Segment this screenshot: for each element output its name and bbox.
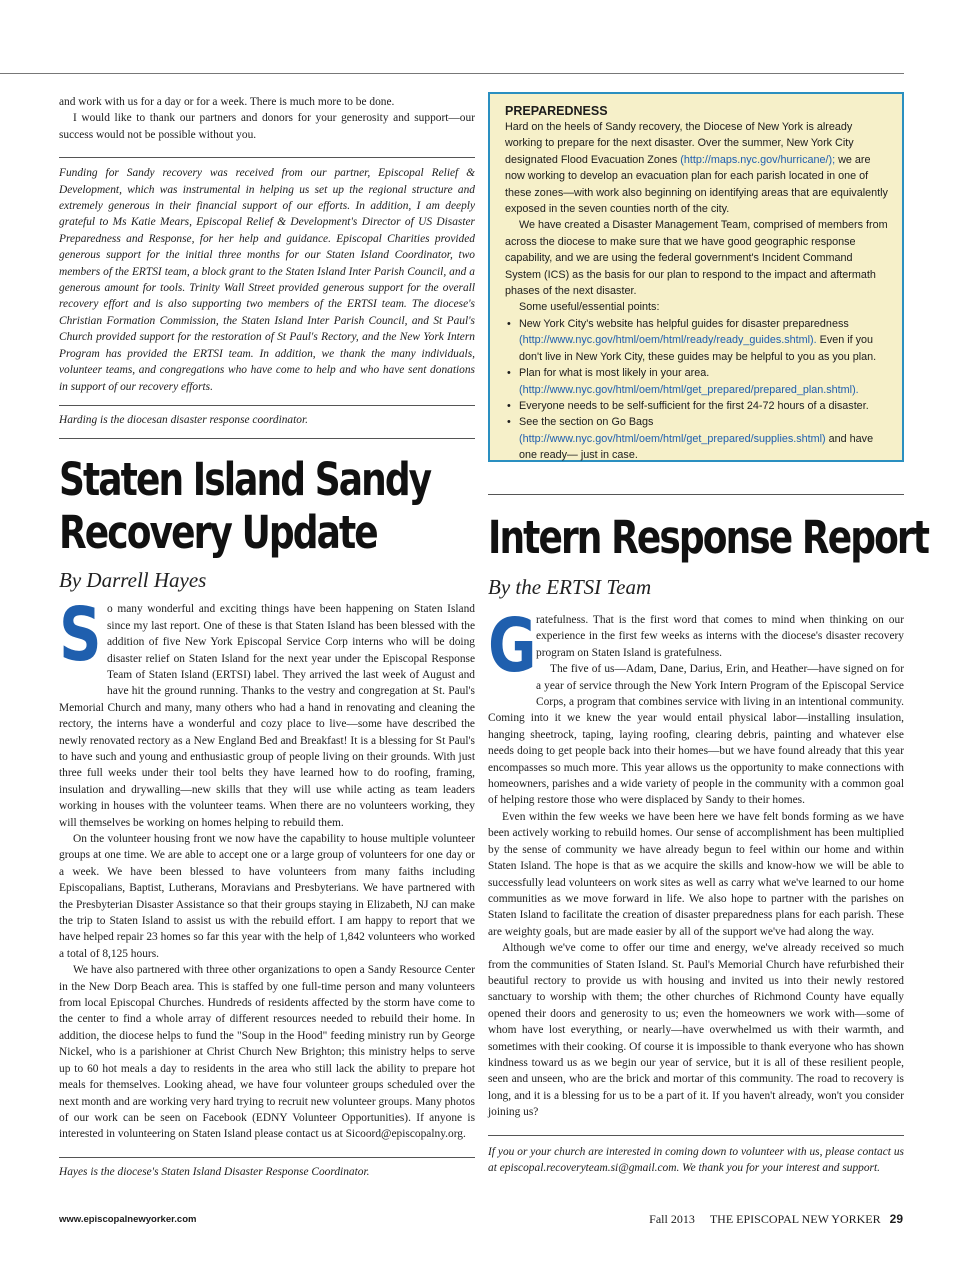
first-paragraph: o many wonderful and exciting things have been happening on Staten Island since my last report. One of these is that Staten Island has been blessed with the addition of five New York Episcopal Service Corp interns who will be doing disaster relief on Staten Island for the next year under the Episcopal Response Team of Staten Island (ERTSI) label. They arrived the last week of August and have hit the ground running. Thanks to the vestry and congregation at St. Paul's Memorial Church and many, many others who had a hand in renovating and cleaning the rectory, the interns have a wonderful and cozy place to live—some have described the newly renovated rectory as a New England Bed and Breakfast! It is a blessing for St Paul's to have such and young and enthusiastic group of people living on their grounds. With just three full weeks under their tool belts they have learned how to do roofing, framing, insulation and drywalling—new skills that they will use while acting as team leaders working in houses with the volunteer teams. When there are no volunteers working, they will themselves be working on homes helping to rebuild them.: [59, 603, 475, 829]
hayes-author-note: Hayes is the diocese's Staten Island Disaster Response Coordinator.: [59, 1165, 370, 1178]
right-column: [488, 92, 928, 1176]
intro-paragraph-1: and work with us for a day or for a week. There is much more to be done.: [59, 96, 395, 108]
intern-headline: Intern Response Report: [488, 511, 928, 564]
website-url[interactable]: www.episcopalnewyorker.com: [59, 1214, 197, 1225]
page-footer: [649, 1212, 903, 1227]
divider: [488, 1135, 904, 1136]
issue-date: Fall 2013: [649, 1212, 695, 1226]
drop-cap: S: [59, 592, 102, 679]
divider: [59, 438, 475, 439]
article-paragraph: Even within the few weeks we have been here we have felt bonds forming as we have been actively working to rebuild homes. Our sense of accomplishment has been multiplied by the sense of community we have already begun to feel within our home and within Staten Island. The hope is that as we acquire the skills and know-how we will be able to successfully lead volunteers on work sites as well as carry what we've learned to our home communities as we move forward in life. We also hope to partner with the parishes on Staten Island to facilitate the creation of disaster preparedness plans for each parish. These are weighty goals, but are made easier by all of the support we've had along the way.: [488, 810, 904, 938]
byline: By Darrell Hayes: [59, 568, 207, 593]
first-paragraph: ratefulness. That is the first word that comes to mind when thinking on our experience in the first few weeks as interns with the diocese's disaster recovery program on Staten Island is gratefulness.: [536, 614, 904, 659]
go-bags-link[interactable]: (http://www.nyc.gov/html/oem/html/get_prepared/supplies.shtml): [519, 432, 826, 445]
headline-line-2: Recovery Update: [59, 506, 377, 560]
preparedness-paragraph-2: We have created a Disaster Management Team, comprised of members from across the diocese to make sure that we have good geographic response capability, and we are using the federal government's Incident Command System (ICS) as the basis for our plan to respond to the impact and aftermath phases of the next disaster.: [505, 219, 888, 298]
byline: By the ERTSI Team: [488, 575, 652, 599]
publication-name: THE EPISCOPAL NEW YORKER: [709, 1212, 881, 1226]
left-column: [59, 94, 475, 1180]
divider: [59, 1157, 475, 1158]
prepared-plan-link[interactable]: (http://www.nyc.gov/html/oem/html/get_prepared/prepared_plan.shtml).: [519, 383, 859, 396]
article-body: [488, 603, 904, 1121]
list-item: • Plan for what is most likely in your area. (http://www.nyc.gov/html/oem/html/get_prepared/prepared_plan.shtml).: [505, 365, 888, 398]
article-paragraph: The five of us—Adam, Dane, Darius, Erin, and Heather—have signed on for a year of service through the New York Intern Program of the Episcopal Service Corps, a program that combines service with living in an intentional community. Coming into it we knew the year would entail physical labor—installing insulation, hanging sheetrock, taping, laying roofing, clearing debris, painting and whatever else needs doing to get people back into their homes—but we have found already that this year encompasses so much more. This year allows us the opportunity to make connections with homeowners, parishes and a wide variety of people in the community with a common goal of helping restore those who were displaced by Sandy to their homes.: [488, 663, 904, 807]
list-item: • See the section on Go Bags (http://www.nyc.gov/html/oem/html/get_prepared/supplies.shtml) and have one ready— just in case.: [505, 414, 888, 463]
intro-paragraph-2: I would like to thank our partners and donors for your generosity and support—our success would not be possible without you.: [59, 112, 475, 141]
list-item: • Everyone needs to be self-sufficient for the first 24-72 hours of a disaster.: [505, 398, 888, 414]
divider: [59, 157, 475, 158]
harding-author-note: Harding is the diocesan disaster response coordinator.: [59, 413, 309, 426]
headline-line-1: Staten Island Sandy: [59, 453, 431, 507]
article-body: [59, 592, 475, 1142]
ready-guides-link[interactable]: (http://www.nyc.gov/html/oem/html/ready/ready_guides.shtml).: [519, 334, 817, 347]
preparedness-box: [488, 92, 904, 462]
preparedness-paragraph-1: Hard on the heels of Sandy recovery, the Diocese of New York is already working to prepare for the next disaster. Over the summer, New York City designated Flood Evacuation Zones (http://maps.nyc.gov/hurricane/); we are now working to develop an evacuation plan for each parish located in one of these zones—with work also beginning on identifying areas that are equivalently exposed in the seven counties north of the city.: [505, 121, 888, 216]
staten-island-headline: [59, 453, 475, 559]
article-paragraph: On the volunteer housing front we now have the capability to house multiple volunteer groups at one time. We are able to accept one or a large group of volunteers for one day or a week. We have been blessed to have volunteers from many faiths including Episcopalians, Baptist, Lutherans, Moravians and Presbyterians. We have partnered with the Presbyterian Disaster Assistance so that their groups staying in Elizabeth, NJ can make the trip to Staten Island to assist us with the rebuild effort. I am happy to report that we have helped repair 23 homes so far this year with the help of 1,842 volunteers who worked a total of 8,125 hours.: [59, 833, 475, 960]
divider: [488, 494, 904, 495]
preparedness-list: [505, 316, 888, 464]
article-paragraph: We have also partnered with three other organizations to open a Sandy Resource Center in the New Dorp Beach area. This is staffed by one full-time person and many volunteers from local Episcopal Churches. Hundreds of residents affected by the storm have come to the center to find a whole array of different resources needed to rebuild their home. In addition, the diocese helps to fund the "Soup in the Hood" feeding ministry run by George Nickel, who is a parishioner at Christ Church New Brighton; this ministry helps to serve up to 60 hot meals a day to residents in the area who still lack the ability to prepare hot meals for themselves. Looking ahead, we have four volunteer groups scheduled over the next month and are working very hard trying to recruit new volunteer groups. Many photos of our work can be seen on Facebook (EDNY Volunteer Opportunities). If anyone is interested in volunteering on Staten Island please contact us at Sicoord@episcopalny.org.: [59, 964, 475, 1141]
top-rule: [0, 73, 904, 74]
article-paragraph: Although we've come to offer our time and energy, we've already received so much from the communities of Staten Island. St. Paul's Memorial Church have refurbished their beautiful rectory to provide us with housing and invited us into their newly restored sanctuary to worship with them; the other churches of Richmond County have equally opened their doors and generosity to us; even the homeowners we work with—some of whom have lost everything, or nearly—have overwhelmed us with their warmth, and sometimes with their cooking. Of course it is impossible to thank everyone who has shown kindness toward us as we begin our year of service, but it is all of these resilient people, seen and unseen, who are the brick and mortar of this community. The road to recovery is long, and it is a blessing for us to be a part of it. If you haven't already, won't you consider joining us?: [488, 942, 904, 1119]
drop-cap: G: [488, 603, 537, 689]
list-item: • New York City's website has helpful guides for disaster preparedness (http://www.nyc.gov/html/oem/html/ready/ready_guides.shtml). Even if you don't live in New York City, these guides may be helpful to you as you plan.: [505, 316, 888, 365]
points-intro: Some useful/essential points:: [519, 301, 660, 314]
preparedness-title: PREPAREDNESS: [505, 104, 608, 118]
contact-note: If you or your church are interested in coming down to volunteer with us, please contact us at episcopal.recoveryteam.si@gmail.com. We thank you for your interest and support.: [488, 1145, 904, 1174]
funding-note: Funding for Sandy recovery was received from our partner, Episcopal Relief & Development, which was instrumental in helping us set up the regional structure and extremely generous in their financial support of our efforts. In addition, I am deeply grateful to Ms Katie Mears, Episcopal Relief & Development's Director of US Disaster Preparedness and Response, for her help and guidance. Episcopal Charities provided generous support for the initial three months for our Staten Island Coordinator, two members of the ERTSI team, a block grant to the Staten Island Inter Parish Council, and a generous amount for tools. Trinity Wall Street provided generous support for the overall recovery effort and is also supporting two members of the ERTSI team. The diocese's Christian Formation Commission, the Staten Island Inter Parish Council, and St Paul's Church provided support for the restoration of St Paul's Rectory, and the New York Intern Program has provided the ERTSI team. In addition, we thank the many individuals, volunteer teams, and congregations who have come to help and who have sent donations in support of our recovery efforts.: [59, 167, 475, 393]
flood-zones-link[interactable]: (http://maps.nyc.gov/hurricane/);: [680, 153, 836, 166]
page-number: 29: [889, 1212, 903, 1226]
divider: [59, 405, 475, 406]
